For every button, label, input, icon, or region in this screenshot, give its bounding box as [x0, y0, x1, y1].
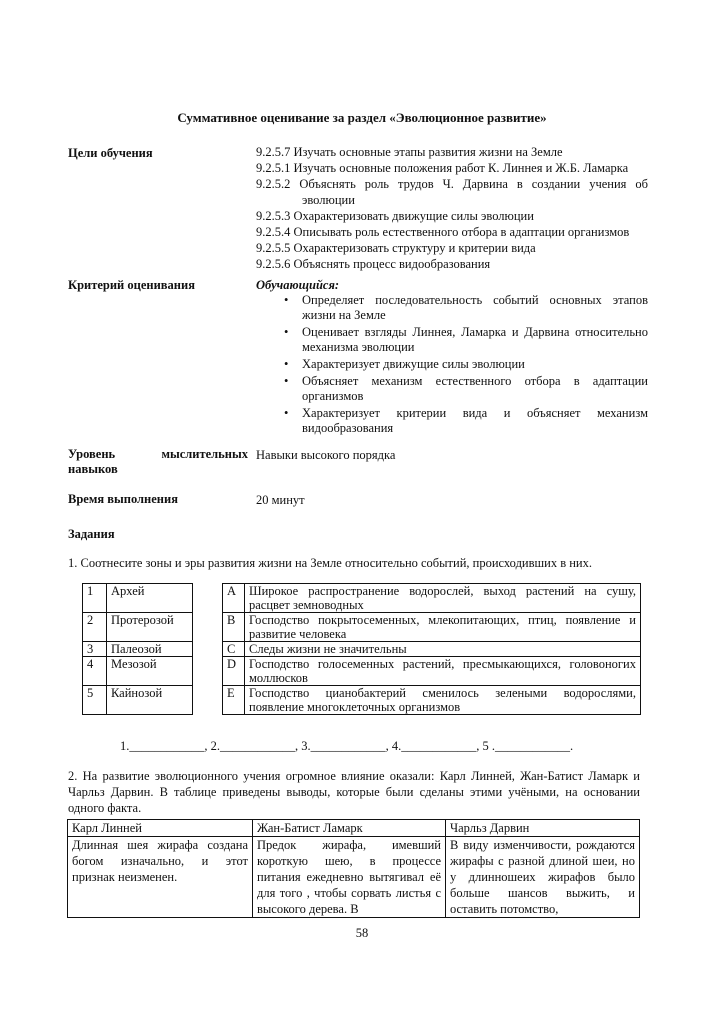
- criteria-item: • Оценивает взгляды Линнея, Ламарка и Дарвина относительно механизма эволюции: [284, 325, 648, 354]
- event-letter: C: [223, 642, 245, 657]
- skills-value: Навыки высокого порядка: [256, 448, 396, 462]
- event-letter: A: [223, 584, 245, 613]
- table-row: [83, 642, 641, 657]
- table-row: [83, 657, 641, 686]
- column-header: Жан-Батист Ламарк: [253, 820, 446, 837]
- task1-table: [82, 583, 641, 715]
- darwin-cell: В виду изменчивости, рождаются жирафы с разной длиной шеи, но у длинношеих жирафов было больше шансов выжить, и оставить потомство,: [446, 837, 640, 918]
- skills-label: Уровень мыслительных навыков: [68, 447, 248, 476]
- goal-item: 9.2.5.3 Охарактеризовать движущие силы эволюции: [256, 209, 534, 223]
- criteria-item: • Характеризует движущие силы эволюции: [284, 357, 525, 371]
- era-number: 4: [83, 657, 107, 686]
- event-letter: E: [223, 686, 245, 715]
- era-name: Кайнозой: [107, 686, 193, 715]
- time-label: Время выполнения: [68, 492, 178, 506]
- goal-item: 9.2.5.4 Описывать роль естественного отбора в адаптации организмов: [256, 225, 630, 239]
- goals-list: [256, 144, 648, 272]
- event-text: Господство покрытосеменных, млекопитающих, птиц, появление и развитие человека: [245, 613, 641, 642]
- era-name: Палеозой: [107, 642, 193, 657]
- task1-prompt: 1. Соотнесите зоны и эры развития жизни на Земле относительно событий, происходивших в них.: [68, 556, 592, 570]
- goal-item: 9.2.5.6 Объяснять процесс видообразования: [256, 257, 491, 271]
- bullet-icon: •: [284, 293, 289, 307]
- goal-item: 9.2.5.7 Изучать основные этапы развития жизни на Земле: [256, 145, 563, 159]
- era-name: Мезозой: [107, 657, 193, 686]
- event-text: Господство цианобактерий сменилось зелеными водорослями, появление многоклеточных организмов: [245, 686, 641, 715]
- criteria-item: • Характеризует критерии вида и объясняет механизм видообразования: [284, 406, 648, 435]
- task1-answer-line: 1.____________, 2.____________, 3.____________, 4.____________, 5 .____________.: [120, 739, 574, 753]
- era-number: 1: [83, 584, 107, 613]
- goal-item: 9.2.5.5 Охарактеризовать структуру и критерии вида: [256, 241, 536, 255]
- era-number: 5: [83, 686, 107, 715]
- goal-item: 9.2.5.1 Изучать основные положения работ К. Линнея и Ж.Б. Ламарка: [256, 161, 629, 175]
- bullet-icon: •: [284, 374, 289, 388]
- table-row: [83, 686, 641, 715]
- event-text: Следы жизни не значительны: [245, 642, 641, 657]
- era-number: 3: [83, 642, 107, 657]
- table-row: [83, 613, 641, 642]
- criteria-list: [256, 293, 648, 436]
- bullet-icon: •: [284, 325, 289, 339]
- column-header: Карл Линней: [68, 820, 253, 837]
- criteria-item: • Определяет последовательность событий основных этапов жизни на Земле: [284, 293, 648, 322]
- table-gap: [193, 584, 223, 715]
- bullet-icon: •: [284, 357, 289, 371]
- criteria-head: Обучающийся:: [256, 278, 340, 292]
- bullet-icon: •: [284, 406, 289, 420]
- event-letter: B: [223, 613, 245, 642]
- task2-prompt: 2. На развитие эволюционного учения огромное влияние оказали: Карл Линней, Жан-Батист Ламарк и Чарльз Дарвин. В таблице приведены выводы, которые были сделаны этими учёными, на основании одного факта.: [68, 769, 640, 815]
- event-text: Господство голосеменных растений, пресмыкающихся, головоногих моллюсков: [245, 657, 641, 686]
- era-name: Архей: [107, 584, 193, 613]
- time-value: 20 минут: [256, 493, 305, 507]
- table-row: [68, 837, 640, 918]
- goal-item: 9.2.5.2 Объяснять роль трудов Ч. Дарвина в создании учения об: [256, 177, 648, 191]
- lamarck-cell: Предок жирафа, имевший короткую шею, в процессе питания ежедневно вытягивал её для того , чтобы сорвать листья с высокого дерева. В: [253, 837, 446, 918]
- era-name: Протерозой: [107, 613, 193, 642]
- table-header-row: [68, 820, 640, 837]
- page-number: 58: [355, 926, 369, 940]
- linnaeus-cell: Длинная шея жирафа создана богом изначально, и этот признак неизменен.: [68, 837, 253, 918]
- criteria-label: Критерий оценивания: [68, 278, 195, 292]
- tasks-heading: Задания: [68, 527, 115, 541]
- criteria-block: [256, 277, 648, 438]
- page-title: Суммативное оценивание за раздел «Эволюционное развитие»: [177, 110, 547, 125]
- column-header: Чарльз Дарвин: [446, 820, 640, 837]
- event-letter: D: [223, 657, 245, 686]
- criteria-item: • Объясняет механизм естественного отбора в адаптации организмов: [284, 374, 648, 403]
- table-row: [83, 584, 641, 613]
- goal-item: эволюции: [302, 193, 355, 207]
- goals-label: Цели обучения: [68, 146, 153, 160]
- task2-table: [67, 819, 640, 918]
- event-text: Широкое распространение водорослей, выход растений на сушу, расцвет земноводных: [245, 584, 641, 613]
- era-number: 2: [83, 613, 107, 642]
